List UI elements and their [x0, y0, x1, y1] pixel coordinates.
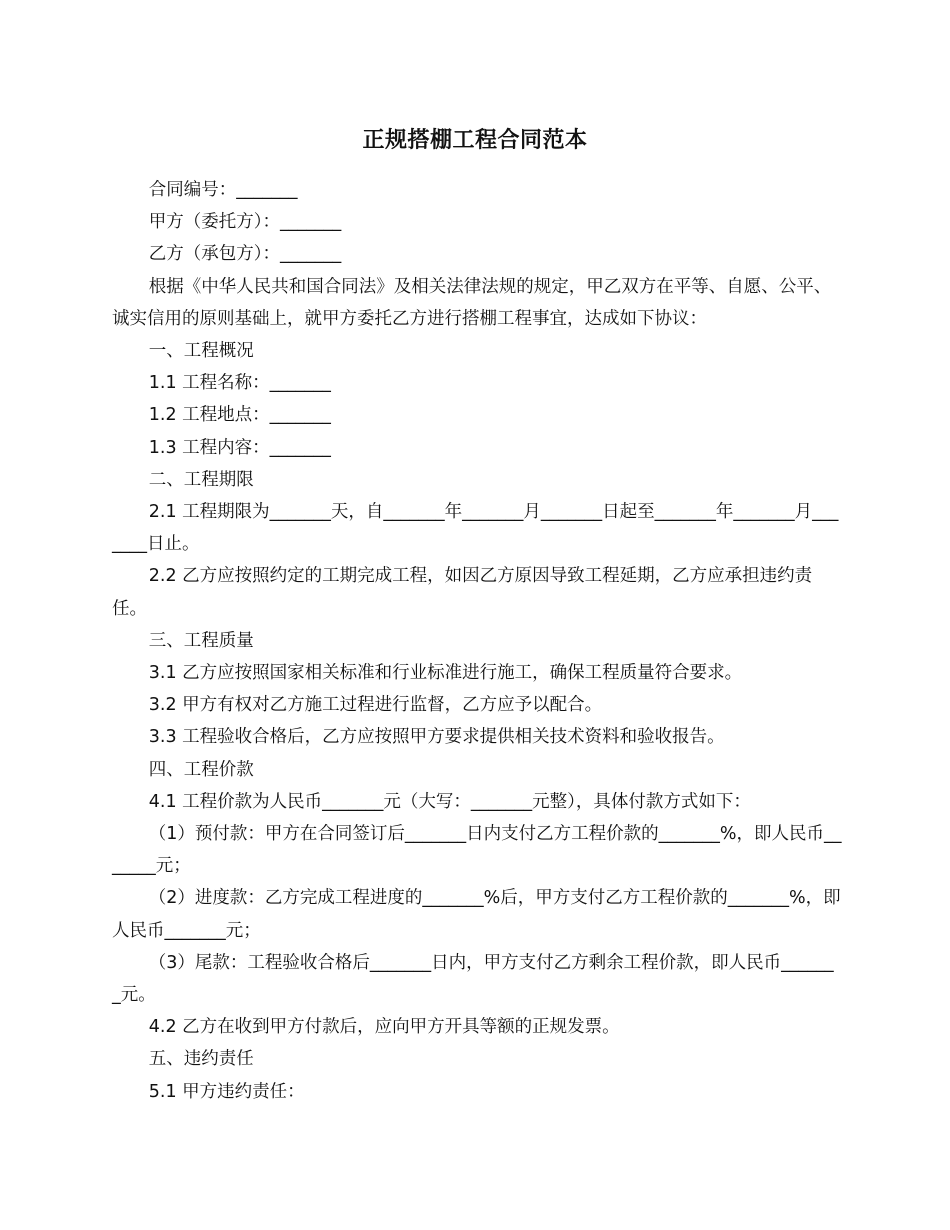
party-b-line: 乙方（承包方）：_______: [148, 244, 342, 265]
clause-2-2: 2.2 乙方应按照约定的工期完成工程，如因乙方原因导致工程延期，乙方应承担违约责任。: [112, 566, 813, 619]
clause-1-3: 1.3 工程内容：_______: [148, 437, 331, 458]
section-heading-4: 四、工程价款: [148, 759, 254, 780]
clause-4-1: 4.1 工程价款为人民币_______元（大写：_______元整），具体付款方式如下：: [148, 791, 751, 812]
payment-item-1: （1）预付款：甲方在合同签订后_______日内支付乙方工程价款的_______%，即人民币_______元；: [112, 824, 842, 877]
contract-number-line: 合同编号：_______: [148, 180, 298, 200]
clause-5-1: 5.1 甲方违约责任：: [148, 1081, 305, 1102]
clause-3-3: 3.3 工程验收合格后，乙方应按照甲方要求提供相关技术资料和验收报告。: [148, 727, 725, 748]
document-title: 正规搭棚工程合同范本: [362, 128, 588, 153]
payment-item-3: （3）尾款：工程验收合格后_______日内，甲方支付乙方剩余工程价款，即人民币_______元。: [112, 952, 834, 1006]
clause-3-1: 3.1 乙方应按照国家相关标准和行业标准进行施工，确保工程质量符合要求。: [148, 663, 743, 684]
document-body: [112, 174, 842, 1108]
section-heading-1: 一、工程概况: [148, 341, 254, 362]
preamble-paragraph: 根据《中华人民共和国合同法》及相关法律法规的规定，甲乙双方在平等、自愿、公平、诚实信用的原则基础上，就甲方委托乙方进行搭棚工程事宜，达成如下协议：: [112, 276, 832, 329]
section-heading-5: 五、违约责任: [148, 1049, 254, 1070]
clause-1-1: 1.1 工程名称：_______: [148, 373, 331, 394]
payment-item-2: （2）进度款：乙方完成工程进度的_______%后，甲方支付乙方工程价款的_______%，即人民币_______元；: [112, 888, 841, 941]
clause-4-2: 4.2 乙方在收到甲方付款后，应向甲方开具等额的正规发票。: [148, 1017, 620, 1038]
party-a-line: 甲方（委托方）：_______: [148, 212, 342, 233]
clause-1-2: 1.2 工程地点：_______: [148, 405, 331, 426]
clause-3-2: 3.2 甲方有权对乙方施工过程进行监督，乙方应予以配合。: [148, 695, 603, 716]
section-heading-3: 三、工程质量: [148, 630, 254, 651]
section-heading-2: 二、工程期限: [148, 469, 254, 490]
clause-2-1: 2.1 工程期限为_______天，自_______年_______月_______日起至_______年_______月_______日止。: [112, 502, 839, 555]
